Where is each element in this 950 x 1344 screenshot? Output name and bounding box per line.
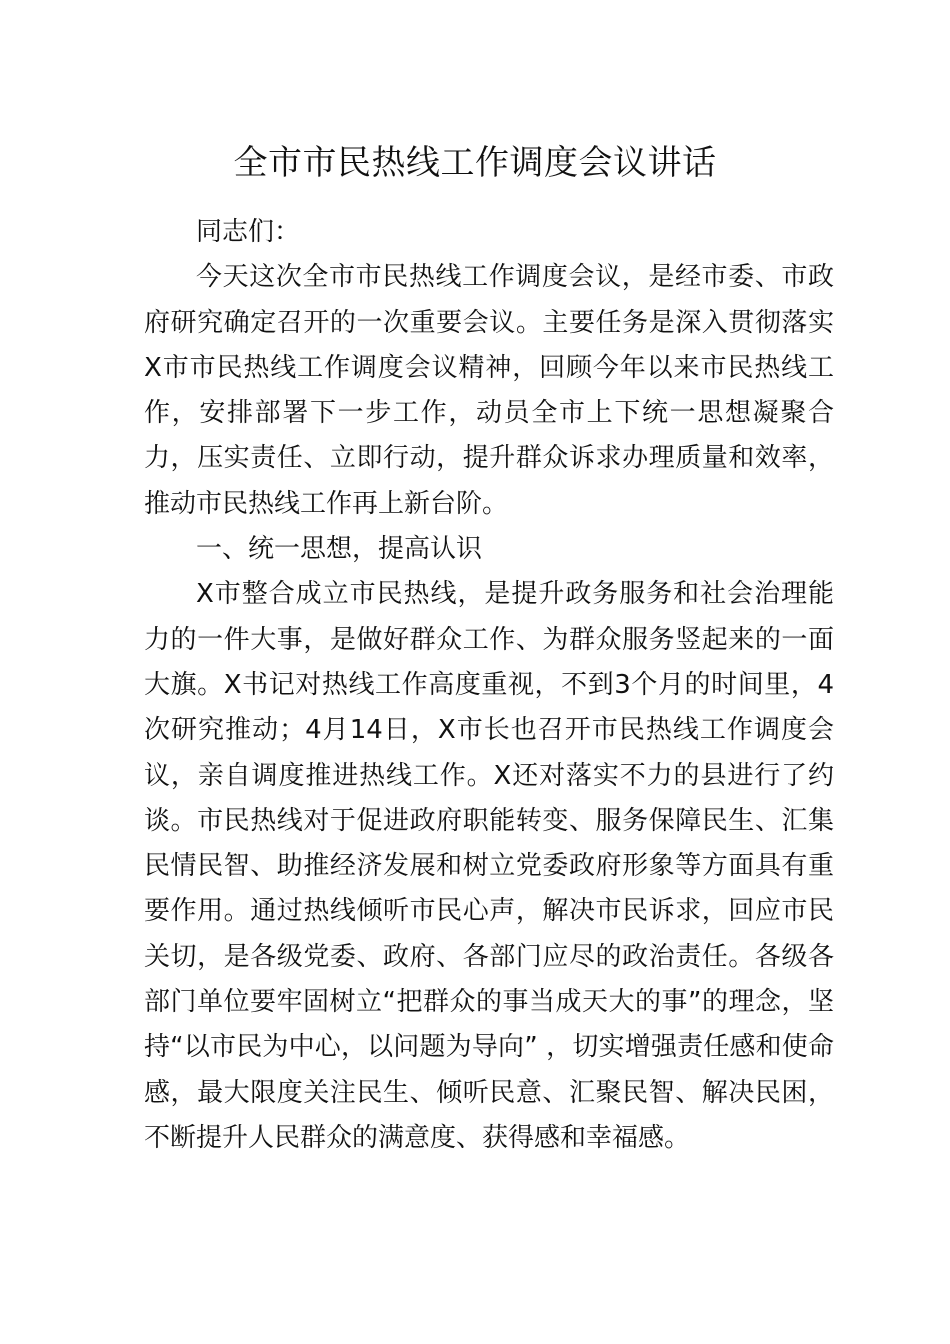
document-body — [144, 210, 834, 1161]
document-title: 全市市民热线工作调度会议讲话 — [233, 143, 717, 183]
salutation: 同志们： — [196, 217, 301, 247]
paragraph-intro: 今天这次全市市民热线工作调度会议，是经市委、市政府研究确定召开的一次重要会议。主要任务是深入贯彻落实X市市民热线工作调度会议精神，回顾今年以来市民热线工作，安排部署下一步工作，动员全市上下统一思想凝聚合力，压实责任、立即行动，提升群众诉求办理质量和效率，推动市民热线工作再上新台阶。 — [144, 262, 834, 519]
section-heading-1: 一、统一思想，提高认识 — [196, 534, 483, 565]
paragraph-section-1: X市整合成立市民热线，是提升政务服务和社会治理能力的一件大事，是做好群众工作、为群众服务竖起来的一面大旗。X书记对热线工作高度重视，不到3个月的时间里，4次研究推动；4月14日，X市长也召开市民热线工作调度会议，亲自调度推进热线工作。X还对落实不力的县进行了约谈。市民热线对于促进政府职能转变、服务保障民生、汇集民情民智、助推经济发展和树立党委政府形象等方面具有重要作用。通过热线倾听市民心声，解决市民诉求，回应市民关切，是各级党委、政府、各部门应尽的政治责任。各级各部门单位要牢固树立“把群众的事当成天大的事”的理念，坚持“以市民为中心，以问题为导向” ，切实增强责任感和使命感，最大限度关注民生、倾听民意、汇聚民智、解决民困，不断提升人民群众的满意度、获得感和幸福感。 — [144, 579, 834, 1153]
